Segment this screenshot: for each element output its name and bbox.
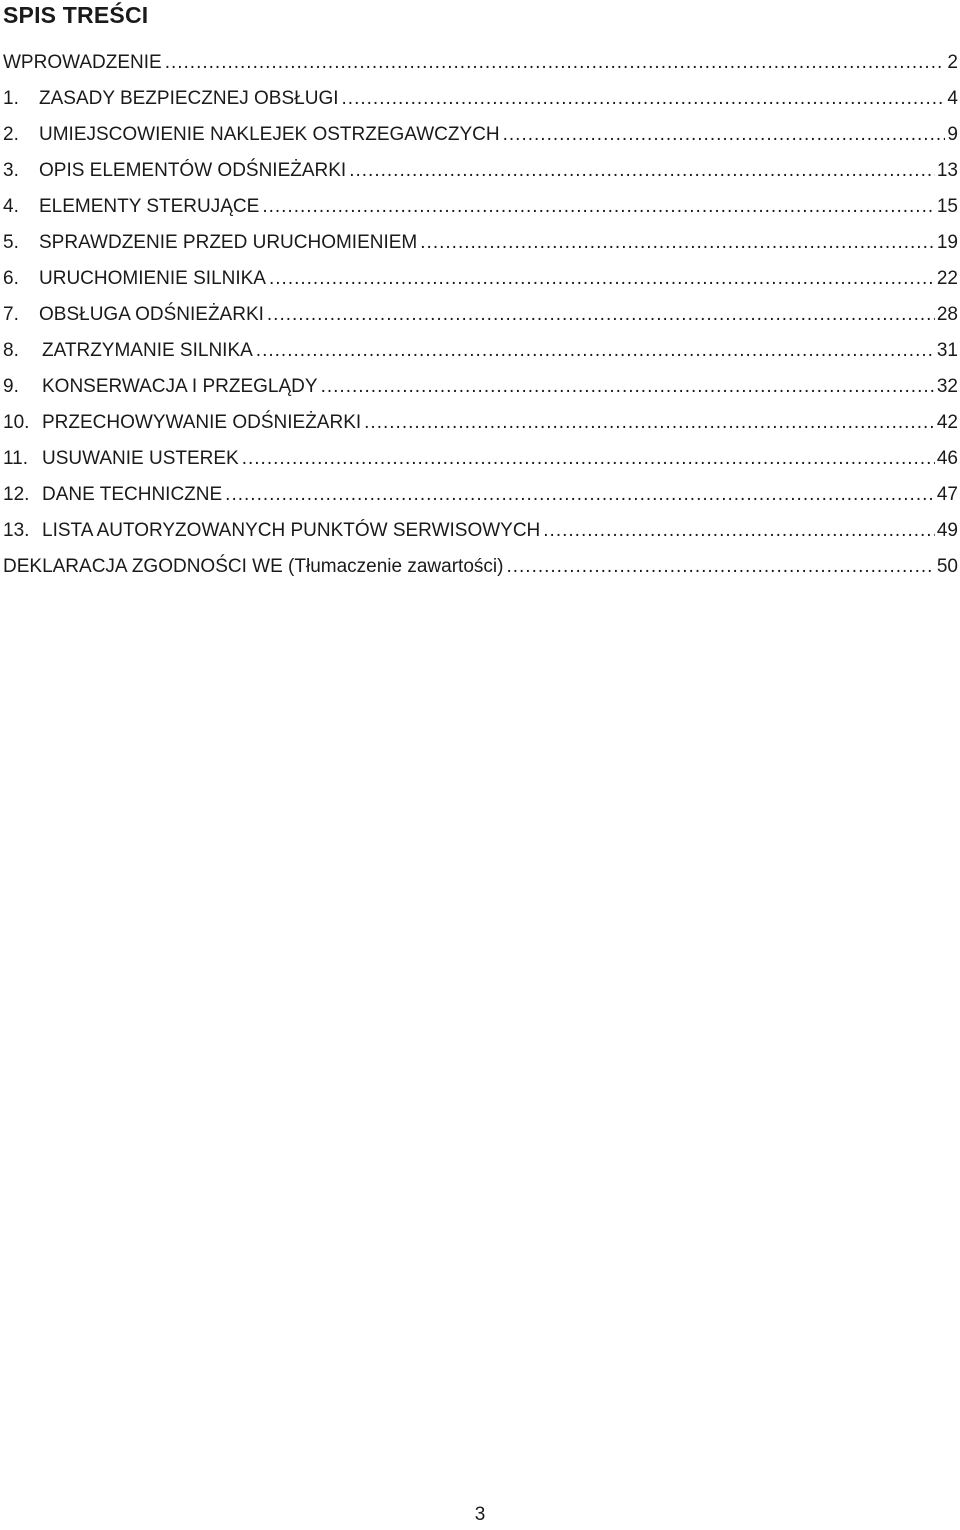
toc-entry-label: WPROWADZENIE xyxy=(3,52,162,73)
toc-dot-leader xyxy=(503,550,934,584)
toc-entry-number: 5. xyxy=(3,232,19,253)
toc-entry[interactable] xyxy=(3,262,958,298)
toc-entry[interactable] xyxy=(3,550,958,586)
toc-dot-leader xyxy=(318,370,935,404)
toc-entry-label: OPIS ELEMENTÓW ODŚNIEŻARKI xyxy=(39,160,347,181)
toc-dot-leader xyxy=(253,334,935,368)
toc-entry[interactable] xyxy=(3,82,958,118)
toc-entry-label: DEKLARACJA ZGODNOŚCI WE (Tłumaczenie zawartości) xyxy=(3,556,504,577)
toc-entry-page: 47 xyxy=(936,484,958,505)
toc-entry-page: 46 xyxy=(936,448,958,469)
toc-dot-leader xyxy=(222,478,935,512)
toc-entry[interactable] xyxy=(3,406,958,442)
toc-entry-page: 4 xyxy=(947,88,958,109)
toc-entry-number: 13. xyxy=(3,520,30,541)
toc-dot-leader xyxy=(339,82,946,116)
toc-entry-number: 8. xyxy=(3,340,19,361)
toc-dot-leader xyxy=(500,118,946,152)
toc-entry-page: 22 xyxy=(936,268,958,289)
toc-dot-leader xyxy=(264,298,935,332)
toc-entry-number: 1. xyxy=(3,88,19,109)
toc-entry-number: 12. xyxy=(3,484,30,505)
toc-entry[interactable] xyxy=(3,154,958,190)
toc-entry-page: 13 xyxy=(936,160,958,181)
toc-entry-number: 9. xyxy=(3,376,19,397)
toc-entry[interactable] xyxy=(3,334,958,370)
toc-entry-label: DANE TECHNICZNE xyxy=(42,484,223,505)
toc-dot-leader xyxy=(239,442,935,476)
toc-entry[interactable] xyxy=(3,370,958,406)
toc-entry-page: 50 xyxy=(936,556,958,577)
page-number: 3 xyxy=(474,1504,486,1525)
toc-entry-number: 6. xyxy=(3,268,19,289)
toc-entry-page: 2 xyxy=(947,52,958,73)
toc-dot-leader xyxy=(417,226,935,260)
toc-entry-number: 3. xyxy=(3,160,19,181)
toc-entry-page: 32 xyxy=(936,376,958,397)
toc-entry-number: 11. xyxy=(3,448,29,469)
table-of-contents xyxy=(3,46,958,586)
toc-entry-label: PRZECHOWYWANIE ODŚNIEŻARKI xyxy=(42,412,362,433)
toc-dot-leader xyxy=(540,514,935,548)
toc-entry-label: OBSŁUGA ODŚNIEŻARKI xyxy=(39,304,264,325)
toc-entry-page: 9 xyxy=(947,124,958,145)
toc-entry-page: 42 xyxy=(936,412,958,433)
toc-entry-page: 49 xyxy=(936,520,958,541)
toc-entry[interactable] xyxy=(3,226,958,262)
toc-dot-leader xyxy=(162,46,946,80)
toc-entry-label: ELEMENTY STERUJĄCE xyxy=(39,196,260,217)
toc-entry-label: ZASADY BEZPIECZNEJ OBSŁUGI xyxy=(39,88,339,109)
toc-entry[interactable] xyxy=(3,190,958,226)
toc-entry-page: 28 xyxy=(936,304,958,325)
toc-entry[interactable] xyxy=(3,478,958,514)
toc-entry[interactable] xyxy=(3,46,958,82)
toc-entry[interactable] xyxy=(3,298,958,334)
toc-entry-label: URUCHOMIENIE SILNIKA xyxy=(39,268,266,289)
toc-entry-number: 7. xyxy=(3,304,19,325)
toc-dot-leader xyxy=(346,154,935,188)
toc-dot-leader xyxy=(361,406,935,440)
toc-entry-number: 2. xyxy=(3,124,19,145)
toc-entry-page: 19 xyxy=(936,232,958,253)
page-title: SPIS TREŚCI xyxy=(3,2,149,28)
toc-entry-number: 4. xyxy=(3,196,19,217)
toc-entry[interactable] xyxy=(3,514,958,550)
toc-entry-page: 31 xyxy=(936,340,958,361)
toc-entry[interactable] xyxy=(3,442,958,478)
toc-entry-label: KONSERWACJA I PRZEGLĄDY xyxy=(42,376,318,397)
toc-entry-number: 10. xyxy=(3,412,30,433)
toc-entry-label: LISTA AUTORYZOWANYCH PUNKTÓW SERWISOWYCH xyxy=(42,520,541,541)
toc-dot-leader xyxy=(266,262,935,296)
toc-entry-label: ZATRZYMANIE SILNIKA xyxy=(42,340,253,361)
toc-entry-page: 15 xyxy=(936,196,958,217)
toc-entry-label: SPRAWDZENIE PRZED URUCHOMIENIEM xyxy=(39,232,418,253)
toc-entry-label: UMIEJSCOWIENIE NAKLEJEK OSTRZEGAWCZYCH xyxy=(39,124,500,145)
toc-dot-leader xyxy=(259,190,935,224)
toc-entry-label: USUWANIE USTEREK xyxy=(42,448,239,469)
toc-entry[interactable] xyxy=(3,118,958,154)
